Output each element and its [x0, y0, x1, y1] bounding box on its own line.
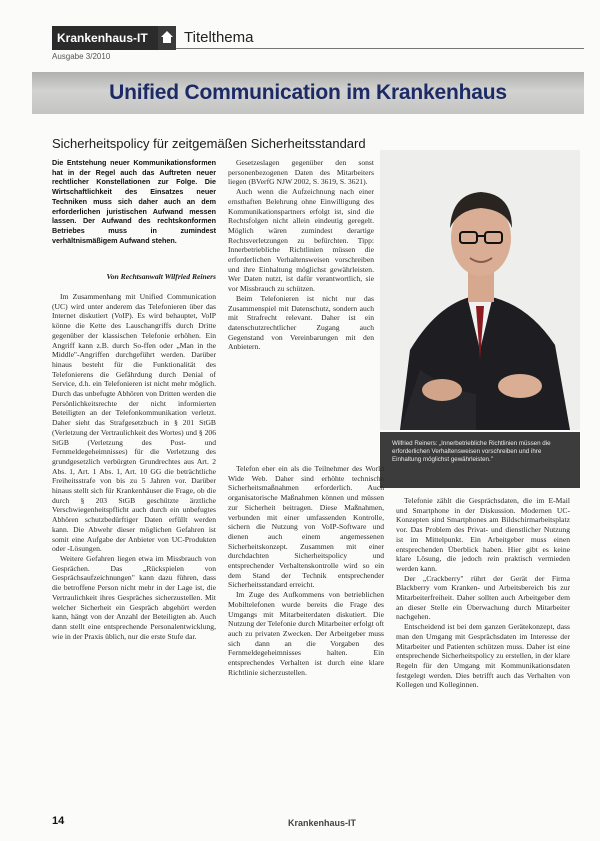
text-column-3	[396, 496, 570, 810]
paragraph: Der „Crackberry" rührt der Gerät der Firma Blackberry vom Kranken- und Arbeitsbereich bis zur Mitarbeiterfreiheit. Daher sollten auch Arbeitgeber dem an dieser Stelle ein Überwachung durch Mitarbeiter nachgehen.	[396, 573, 570, 622]
text-column-2	[228, 158, 374, 458]
footer-logo: Krankenhaus-IT	[288, 818, 357, 828]
paragraph: Entscheidend ist bei dem ganzen Gerätekonzept, dass man den Umgang mit Gesprächsdaten im Interesse der Mitarbeiter und Patienten schützen muss. Daher ist eine entsprechende Sicherheitspolicy zu erstellen, in der klare Regeln für den Umgang mit Kommunikationsdaten festgelegt werden. Dies betrifft auch das Verhalten von Kollegen und Kolleginnen.	[396, 622, 570, 690]
paragraph: Auch wenn die Aufzeichnung nach einer ernsthaften Belehrung ohne Einwilligung des Kommunikationspartners erfolgt ist, sind die Rechtsfolgen nicht allein eindeutig geregelt. Möglich wären zumindest derartige Rechtsverletzungen zu befürchten. Tipp: Innerbetriebliche Richtlinien müssen die erforderlichen Verhaltensweisen vorschreiben und ihre Einhaltung möglichst gewährleisten. Wer Daten nutzt, ist dafür verantwortlich, sie vor Missbrauch zu schützen.	[228, 187, 374, 294]
portrait-illustration	[380, 150, 580, 430]
paragraph: Beim Telefonieren ist nicht nur das Zusammenspiel mit Datenschutz, sondern auch mit Strafrecht relevant. Daher ist ein datenschutzrechtlicher Zugang auch Gegenstand von Vereinbarungen mit den Anbietern.	[228, 293, 374, 352]
text-column-1	[52, 292, 216, 810]
article-author: Von Rechtsanwalt Wilfried Reiners	[106, 272, 216, 281]
paragraph: Weitere Gefahren liegen etwa im Missbrauch von Gesprächen. Das „Rückspielen von Gesprächsaufzeichnungen" kann dazu führen, dass die betroffene Person nicht mehr in der Lage ist, die Vertraulichkeit ihres Gespräches sicherzustellen. Mit welcher Sicherheit ein Gespräch abgehört werden kann, hängt von der Anzahl der Beteiligten ab. Auch dann stellt eine entsprechende Personalentwicklung, wie in der Praxis üblich, nur die erste Stufe dar.	[52, 553, 216, 641]
paragraph: Telefonie zählt die Gesprächsdaten, die im E-Mail und Smartphone in der Diskussion. Modernen UC-Konzepten sind Smartphones am Bildschirmarbeitsplatz vor. Das Problem des Privat- und dienstlicher Nutzung ist im Mittelpunkt. Ein Arbeitgeber muss einen entsprechenden Überblick haben. Hier gibt es keine klare Lösung, die jedoch rein praktisch vermieden werden kann.	[396, 496, 570, 573]
page-number: 14	[52, 815, 65, 827]
paragraph: Gesetzeslagen gegenüber den sonst personenbezogenen Daten des Mitarbeiters liegen (BVerfG NJW 2002, S. 3619, S. 3621).	[228, 158, 374, 187]
header-rule	[176, 48, 584, 49]
magazine-logo: Krankenhaus-IT	[52, 26, 158, 50]
text-column-2-lower	[228, 464, 384, 810]
issue-label: Ausgabe 3/2010	[52, 52, 111, 61]
article-subtitle: Sicherheitspolicy für zeitgemäßen Sicherheitsstandard	[52, 136, 366, 151]
paragraph: Im Zuge des Aufkommens von betrieblichen Mobiltelefonen wurde bereits die Frage des Umgangs mit Mitarbeiterdaten diskutiert. Die Nutzung der Telefonie durch Mitarbeiter erfolgt oft auch zu privaten Zwecken. Der Arbeitgeber muss sich dann an die Vorgaben des Fernmeldegeheimnisses halten. Ein entsprechendes Verhalten ist durch eine klare Richtlinie sicherzustellen.	[228, 590, 384, 677]
paragraph: Telefon eher ein als die Teilnehmer des World Wide Web. Daher sind erhöhte technische Sicherheitsmaßnahmen erforderlich. Auch organisatorische Maßnahmen können und müssen zur Sicherheit beitragen. Diese Maßnahmen, verbunden mit einer umfassenden Kontrolle, sichern die Nutzung von VoIP-Software und dienen auch einem angemessenen Sicherheitskonzept. Zusammen mit einer durchdachten Sicherheitspolicy und entsprechender Verhaltenskontrolle wird so ein dem Stand der Technik entsprechender Sicherheitsstandard erreicht.	[228, 464, 384, 590]
title-banner	[32, 72, 584, 114]
paragraph: Im Zusammenhang mit Unified Communication (UC) wird unter anderem das Telefonieren über das Internet diskutiert (VoIP). Es wird behauptet, VoIP könne die Kette des Lauschangriffs durch Dritte gegenüber der klassischen Telefonie erhöhen. Ein Angriff kann z.B. durch So-ffen oder „Man in the Middle"-Angriffen durchgeführt werden. Darüber hinaus besteht für die Funktionalität des Telefonierens die Gefährdung durch Denial of Service, d.h. ein Telefonieren ist nicht mehr möglich. Durch das unbefugte Abhören von Dritten werden die Persönlichkeitsrechte der nicht informierten Beteiligten an der Telefonkommunikation verletzt. Daher sieht das Strafgesetzbuch in § 201 StGB (Verletzung der Vertraulichkeit des Wortes) und § 206 StGB (Verletzung des Post- und Fernmeldegeheimnisses) für die Verletzung des grundgesetzlich verbürgten Grundrechtes aus Art. 2 Abs. 1, Art. 1 Abs. 1, Art. 10 GG die beträchtliche Freiheitsstrafe von bis zu 5 Jahren vor. Darüber hinaus stellt sich für Krankenhäuser die Frage, ob die durch § 203 StGB geschützte ärztliche Verschwiegenheitspflicht auch durch ein unbefugtes Abhören schutzbedürftiger Daten erfüllt werden kann. Die Abwehr dieser möglichen Gefahren ist somit eine Aufgabe der Anbieter von UC-Produkten oder -Lösungen.	[52, 292, 216, 554]
article-lead: Die Entstehung neuer Kommunikationsformen hat in der Regel auch das Auftreten neuer rechtlicher Konstellationen zur Folge. Die Wirtschaftlichkeit des Einsatzes neuer Techniken muss sich daher auch an dem erforderlichen juristischen Aufwand messen lassen. Der Aufwand des rechtskonformen Betriebes muss in zumindest verhältnismäßigem Aufwand stehen.	[52, 158, 216, 245]
author-photo	[380, 150, 580, 430]
photo-caption: Wilfried Reiners: „Innerbetriebliche Richtlinien müssen die erforderlichen Verhaltensweisen vorschreiben und ihre Einhaltung möglichst gewährleisten."	[392, 440, 551, 463]
house-icon	[158, 26, 176, 50]
section-title: Titelthema	[184, 29, 254, 46]
article-title: Unified Communication im Krankenhaus	[109, 81, 507, 104]
